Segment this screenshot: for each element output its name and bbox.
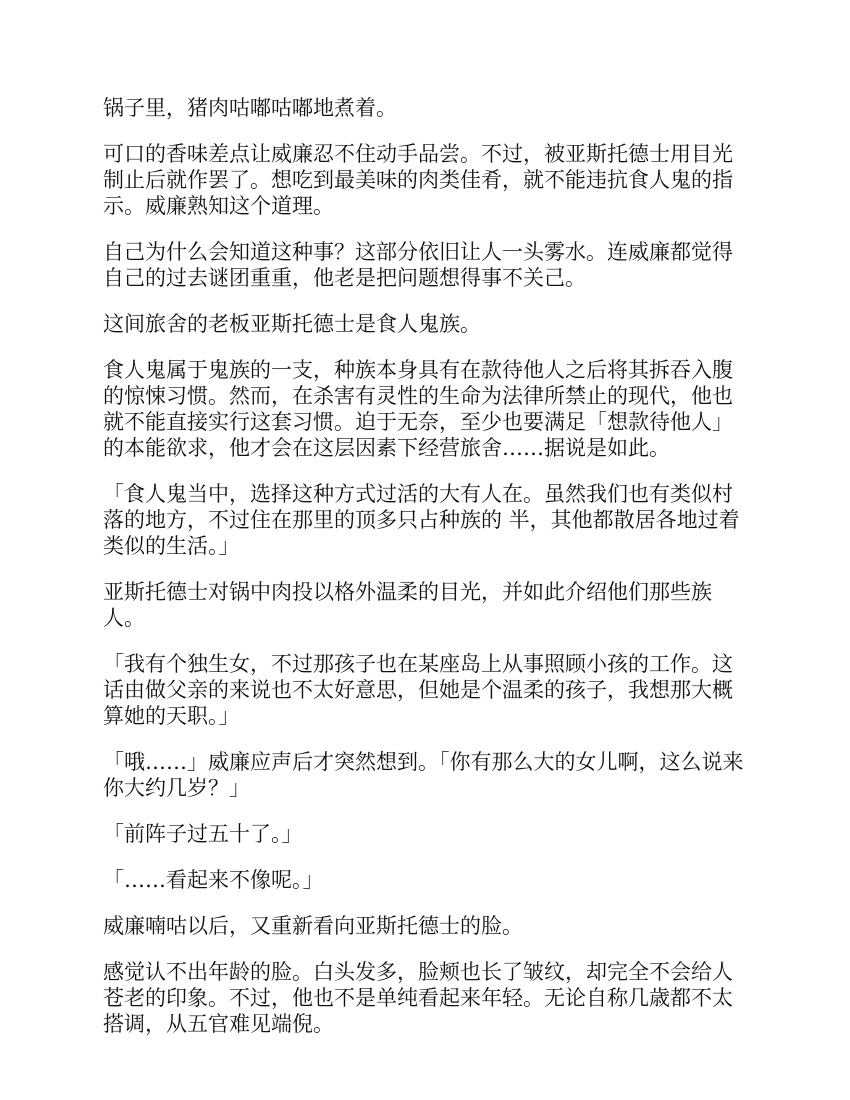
paragraph-1: 锅子里，猪肉咕嘟咕嘟地煮着。: [103, 96, 397, 120]
paragraph-5: 食人鬼属于鬼族的一支，种族本身具有在款待他人之后将其拆吞入腹的惊悚习惯。然而，在杀害有灵性的生命为法律所禁止的现代，他也就不能直接实行这套习惯。迫于无奈，至少也要满足「想款待他人」的本能欲求，他才会在这层因素下经营旅舍……据说是如此。: [103, 358, 733, 460]
paragraph-10: 「前阵子过五十了。」: [103, 822, 303, 846]
document-page: [103, 95, 751, 1057]
paragraph-7: 亚斯托德士对锅中肉投以格外温柔的目光，并如此介绍他们那些族人。: [103, 580, 712, 630]
paragraph-2: 可口的香味差点让威廉忍不住动手品尝。不过，被亚斯托德士用目光制止后就作罢了。想吃到最美味的肉类佳肴，就不能违抗食人鬼的指示。威廉熟知这个道理。: [103, 142, 733, 218]
paragraph-3: 自己为什么会知道这种事？这部分依旧让人一头雾水。连威廉都觉得自己的过去谜团重重，他老是把问题想得事不关己。: [103, 240, 733, 290]
paragraph-9: 「哦……」威廉应声后才突然想到。「你有那么大的女儿啊，这么说来你大约几岁？」: [103, 750, 744, 800]
paragraph-8: 「我有个独生女，不过那孩子也在某座岛上从事照顾小孩的工作。这话由做父亲的来说也不太好意思，但她是个温柔的孩子，我想那大概算她的天职。」: [103, 652, 733, 728]
paragraph-12: 威廉喃咕以后，又重新看向亚斯托德士的脸。: [103, 914, 523, 938]
paragraph-11: 「……看起来不像呢。」: [103, 868, 324, 892]
paragraph-6: 「食人鬼当中，选择这种方式过活的大有人在。虽然我们也有类似村落的地方，不过住在那里的顶多只占种族的 半，其他都散居各地过着类似的生活。」: [103, 482, 740, 558]
paragraph-13: 感觉认不出年龄的脸。白头发多，脸颊也长了皱纹，却完全不会给人苍老的印象。不过，他也不是单纯看起来年轻。无论自称几歳都不太搭调，从五官难见端倪。: [103, 960, 733, 1036]
paragraph-4: 这间旅舍的老板亚斯托德士是食人鬼族。: [103, 312, 481, 336]
